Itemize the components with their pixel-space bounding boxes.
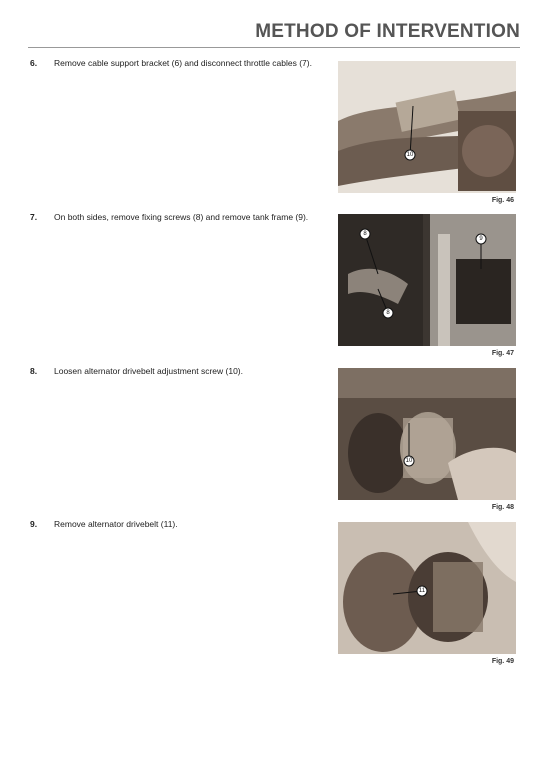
figure-48-photo: [338, 368, 516, 500]
step-instruction: On both sides, remove fixing screws (8) and remove tank frame (9).: [54, 212, 309, 222]
figure-caption: Fig. 46: [491, 197, 514, 204]
step-number: 6.: [30, 58, 38, 68]
page-title: METHOD OF INTERVENTION: [255, 21, 520, 42]
figure-caption: Fig. 47: [491, 350, 514, 357]
figure-49-photo: [338, 522, 516, 654]
figure-caption: Fig. 49: [491, 658, 514, 665]
callout-label: 8: [386, 310, 390, 316]
callout-label: 9: [479, 236, 483, 242]
step-instruction: Remove cable support bracket (6) and disconnect throttle cables (7).: [54, 58, 312, 68]
step-instruction: Remove alternator drivebelt (11).: [54, 519, 178, 529]
header-divider: [28, 47, 520, 48]
callout-label: 10: [405, 458, 413, 464]
callout-label: 10: [406, 152, 414, 158]
callout-label: 11: [418, 588, 426, 594]
figure-46-photo: [338, 61, 516, 193]
callout-label: 8: [363, 231, 367, 237]
figure-caption: Fig. 48: [491, 504, 514, 511]
step-instruction: Loosen alternator drivebelt adjustment screw (10).: [54, 366, 243, 376]
step-number: 8.: [30, 366, 38, 376]
step-number: 9.: [30, 519, 38, 529]
step-number: 7.: [30, 212, 38, 222]
figure-47-photo: [338, 214, 516, 346]
